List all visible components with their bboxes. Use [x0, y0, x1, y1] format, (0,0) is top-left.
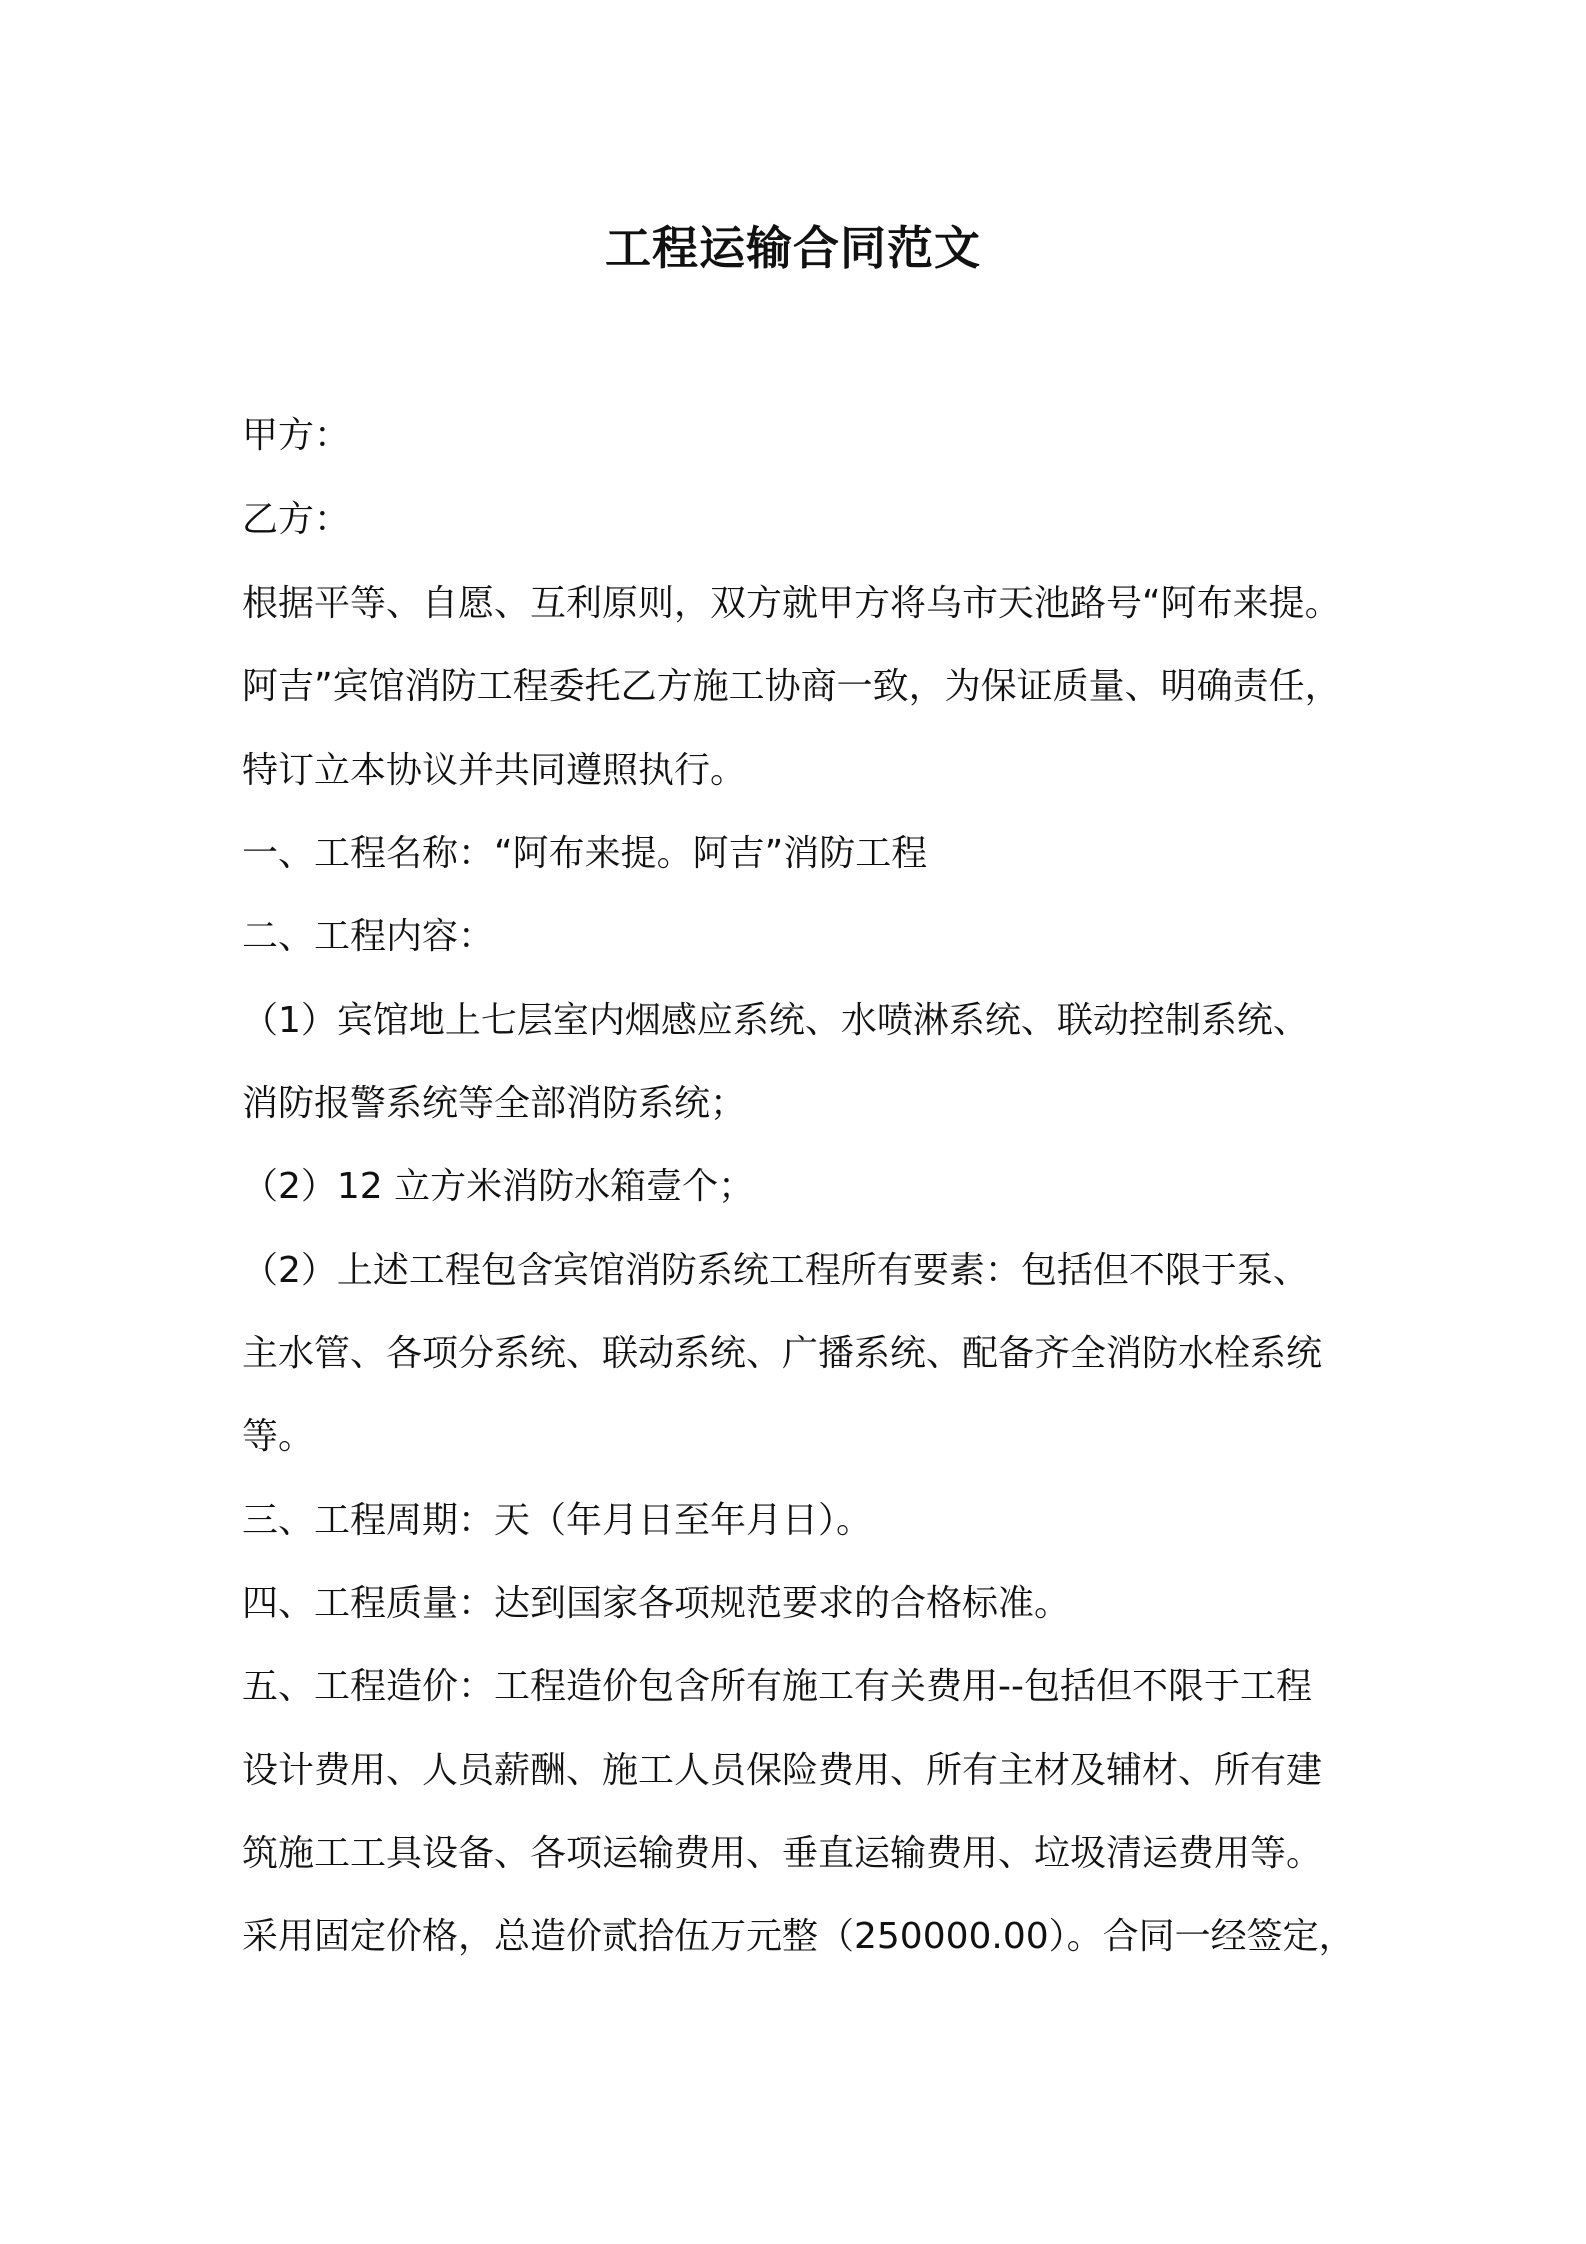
section-heading: 五、工程造价：工程造价包含所有施工有关费用--包括但不限于工程	[242, 1666, 1312, 1707]
document-title: 工程运输合同范文	[605, 221, 981, 275]
list-item: （2）上述工程包含宾馆消防系统工程所有要素：包括但不限于泵、	[242, 1250, 1309, 1291]
section-heading: 二、工程内容：	[242, 916, 495, 957]
party-b-line: 乙方：	[242, 499, 351, 540]
paragraph-line: 采用固定价格，总造价贰拾伍万元整（250000.00）。合同一经签定，	[242, 1916, 1355, 1957]
list-item: （2）12 立方米消防水箱壹个；	[242, 1166, 755, 1207]
paragraph-line: 阿吉”宾馆消防工程委托乙方施工协商一致，为保证质量、明确责任，	[242, 666, 1341, 707]
party-a-line: 甲方：	[242, 415, 351, 456]
paragraph-line: 根据平等、自愿、互利原则，双方就甲方将乌市天池路号“阿布来提。	[242, 583, 1341, 624]
paragraph-line: 特订立本协议并共同遵照执行。	[242, 750, 747, 791]
list-item-continued: 消防报警系统等全部消防系统；	[242, 1083, 747, 1124]
list-item-continued: 等。	[242, 1416, 315, 1457]
section-heading: 一、工程名称：“阿布来提。阿吉”消防工程	[242, 833, 928, 874]
paragraph-line: 筑施工工具设备、各项运输费用、垂直运输费用、垃圾清运费用等。	[242, 1833, 1323, 1874]
paragraph-line: 设计费用、人员薪酬、施工人员保险费用、所有主材及辅材、所有建	[242, 1750, 1323, 1791]
list-item-continued: 主水管、各项分系统、联动系统、广播系统、配备齐全消防水栓系统	[242, 1333, 1323, 1374]
section-heading: 四、工程质量：达到国家各项规范要求的合格标准。	[242, 1583, 1071, 1624]
section-heading: 三、工程周期：天（年月日至年月日）。	[242, 1500, 873, 1541]
list-item: （1）宾馆地上七层室内烟感应系统、水喷淋系统、联动控制系统、	[242, 1000, 1309, 1041]
